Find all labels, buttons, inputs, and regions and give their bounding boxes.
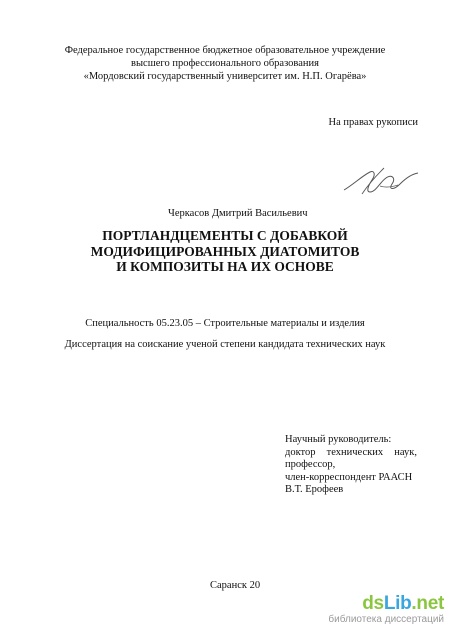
dslib-watermark (328, 594, 444, 626)
title-line-2: МОДИФИЦИРОВАННЫХ ДИАТОМИТОВ (90, 243, 360, 259)
title-line-3: И КОМПОЗИТЫ НА ИХ ОСНОВЕ (116, 259, 334, 274)
supervisor-rank: профессор, (285, 459, 336, 470)
institution-line-2: высшего профессионального образования (131, 58, 319, 69)
handwritten-signature (340, 164, 420, 200)
supervisor-block (285, 434, 417, 497)
dslib-logo (328, 594, 444, 613)
supervisor-degree: доктор технических наук, (285, 446, 417, 458)
title-line-1: ПОРТЛАНДЦЕМЕНТЫ С ДОБАВКОЙ (102, 228, 348, 243)
specialty-line: Специальность 05.23.05 – Строительные материалы и изделия (85, 318, 365, 329)
degree-line: Диссертация на соискание ученой степени кандидата технических наук (64, 339, 386, 350)
logo-part-lib: Lib (383, 593, 412, 614)
logo-part-ds: ds (362, 593, 384, 614)
dissertation-title (0, 228, 450, 275)
supervisor-membership: член-корреспондент РААСН (285, 471, 413, 483)
supervisor-name: В.Т. Ерофеев (285, 484, 344, 495)
institution-line-1: Федеральное государственное бюджетное образовательное учреждение (64, 45, 386, 56)
logo-part-net: .net (411, 593, 444, 614)
institution-header (0, 44, 450, 83)
author-name: Черкасов Дмитрий Васильевич (168, 208, 308, 219)
watermark-caption: библиотека диссертаций (328, 614, 444, 625)
city-year: Саранск 20 (210, 580, 261, 591)
supervisor-label: Научный руководитель: (285, 434, 392, 445)
rights-note: На правах рукописи (328, 117, 418, 128)
institution-line-3: «Мордовский государственный университет им. Н.П. Огарёва» (83, 71, 367, 82)
